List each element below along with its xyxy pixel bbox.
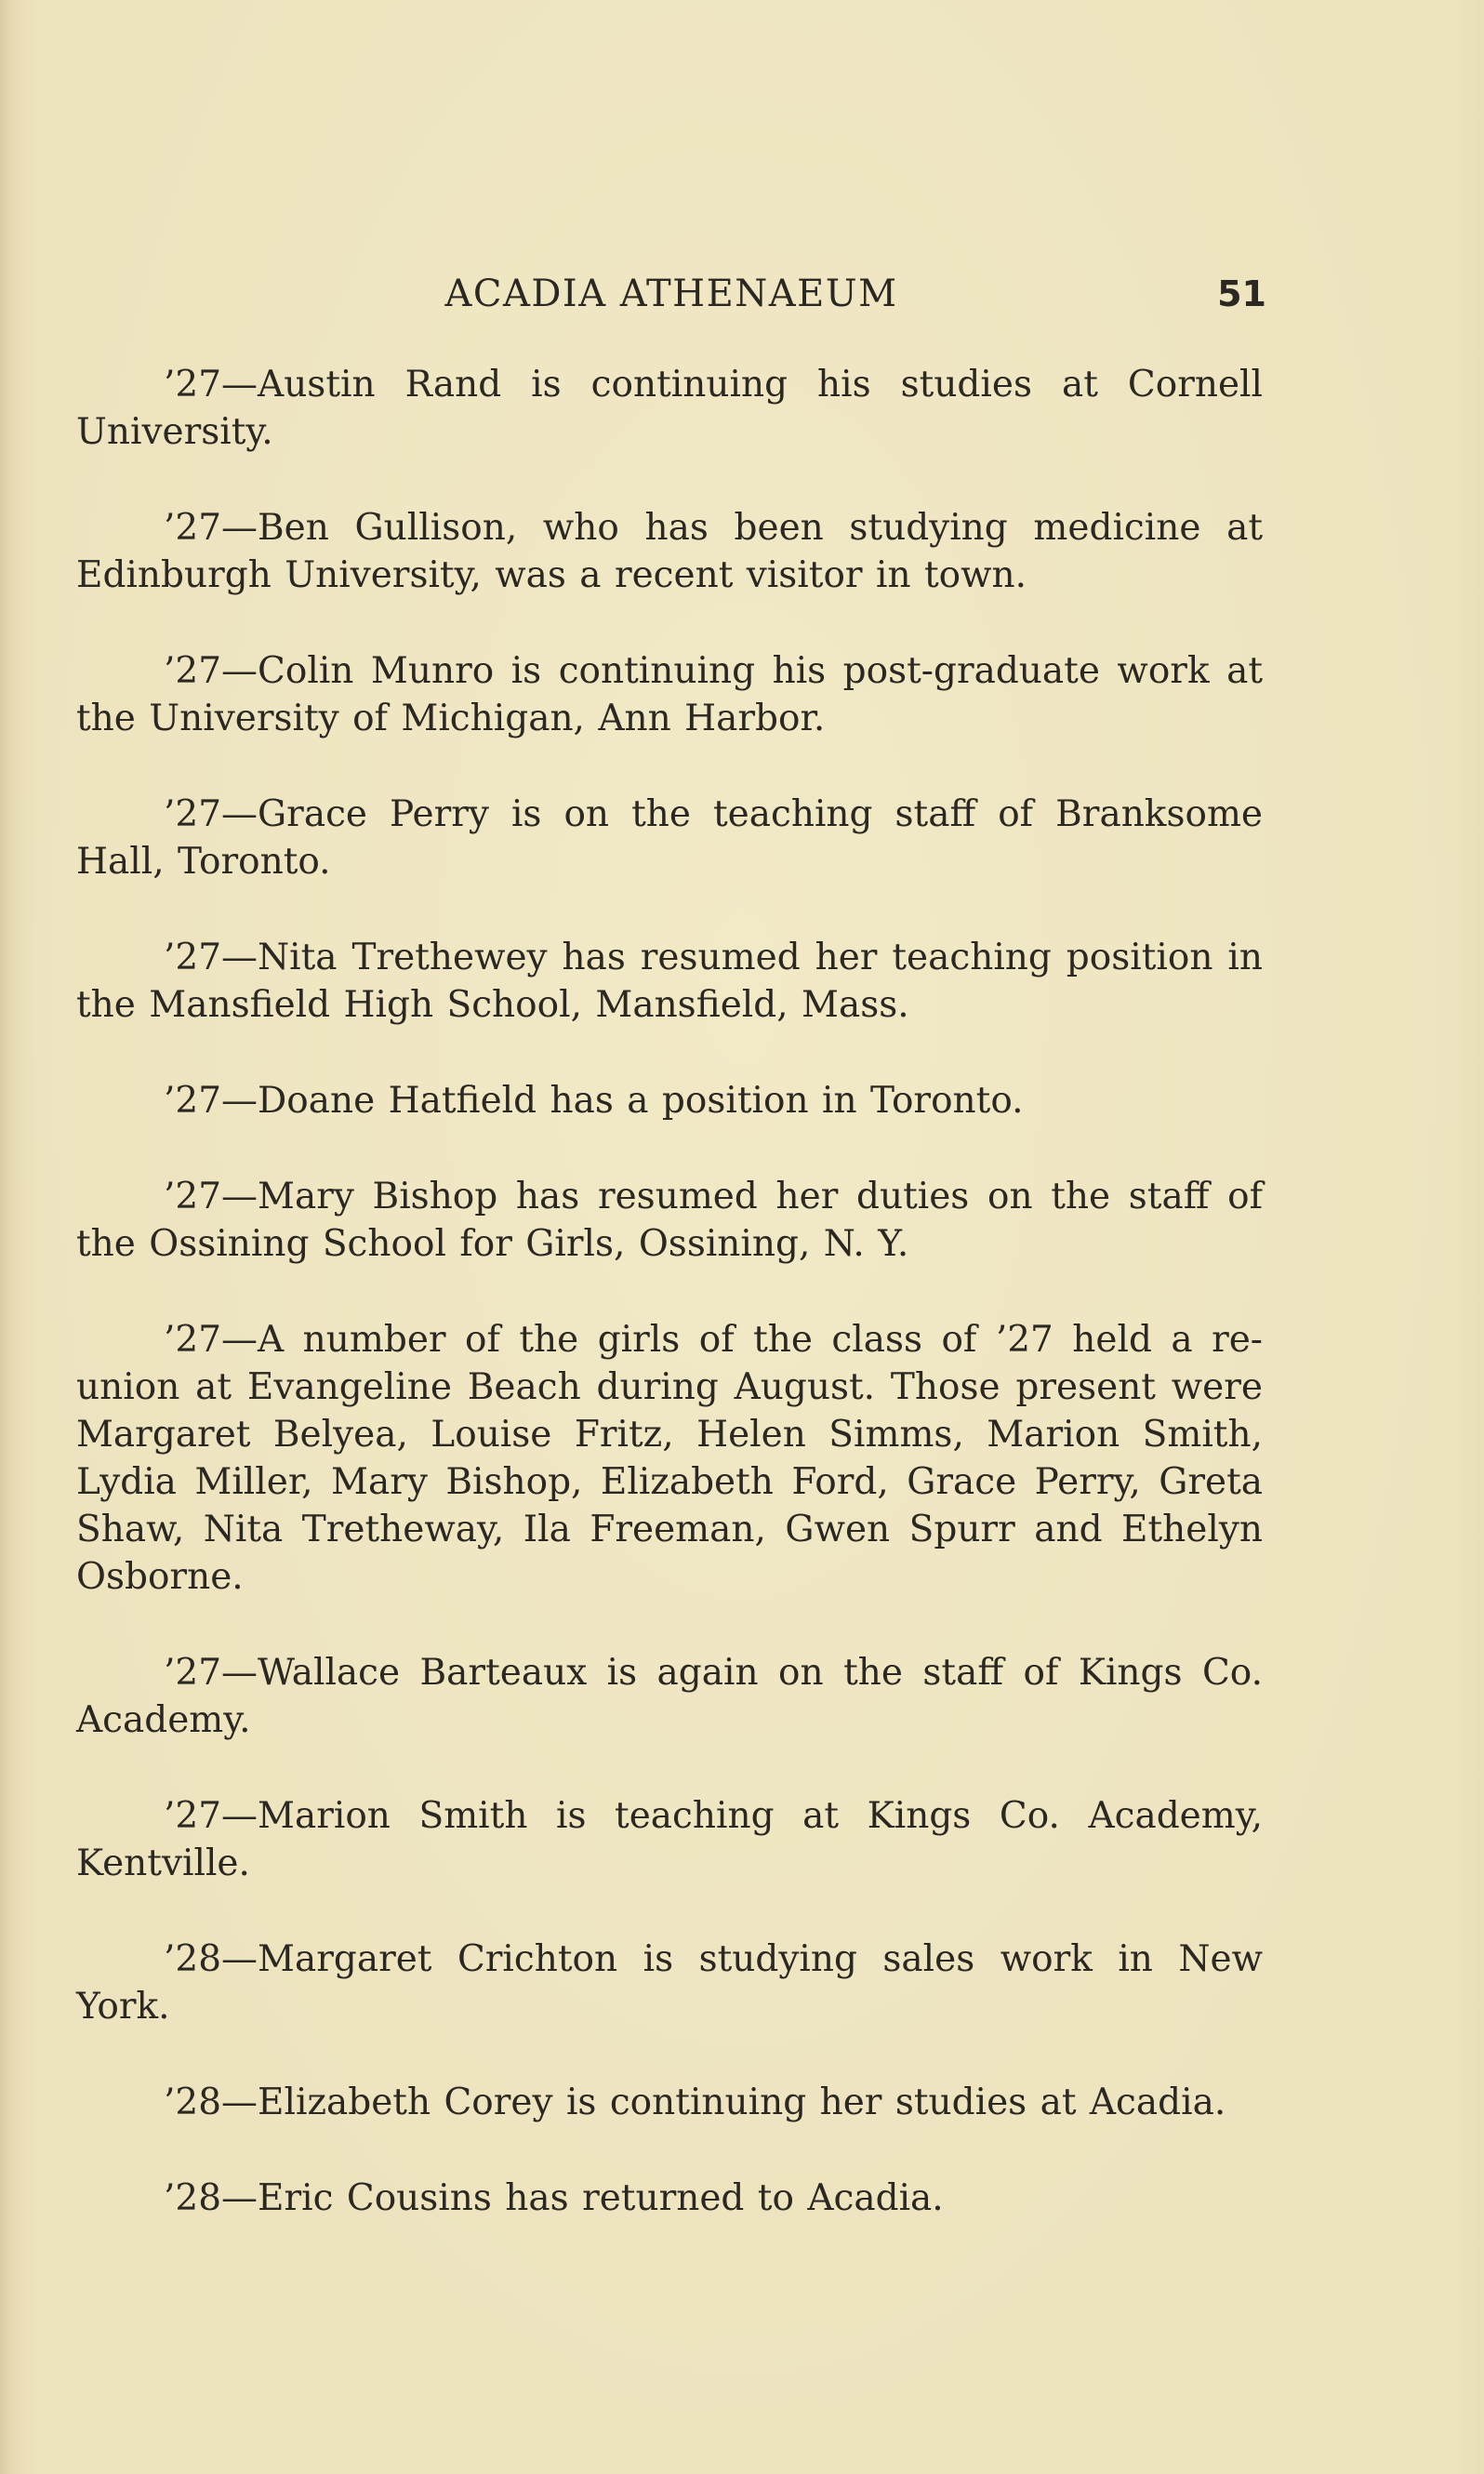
alumni-note: ’27—Ben Gullison, who has been studying medicine at Edinburgh University, was a recent visitor in town. [76, 507, 1263, 596]
alumni-note: ’27—Austin Rand is continuing his studies at Cornell University. [76, 364, 1263, 453]
alumni-note: ’28—Margaret Crichton is studying sales work in New York. [76, 1938, 1263, 2028]
alumni-note: ’27—Nita Trethewey has resumed her teaching position in the Mansfield High School, Mansfield, Mass. [76, 937, 1263, 1026]
alumni-note: ’27—Colin Munro is continuing his post-graduate work at the University of Michigan, Ann Harbor. [76, 650, 1263, 739]
alumni-note: ’28—Elizabeth Corey is continuing her studies at Acadia. [164, 2082, 1226, 2123]
alumni-note: ’27—Marion Smith is teaching at Kings Co. Academy, Kentville. [76, 1795, 1263, 1884]
page-number: 51 [1217, 273, 1266, 314]
alumni-note: ’27—Mary Bishop has resumed her duties on the staff of the Ossining School for Girls, Ossining, N. Y. [76, 1176, 1263, 1265]
alumni-note: ’27—Doane Hatfield has a position in Toronto. [164, 1080, 1024, 1122]
running-header [76, 266, 1266, 322]
alumni-note: ’28—Eric Cousins has returned to Acadia. [164, 2177, 944, 2219]
alumni-note: ’27—Grace Perry is on the teaching staff of Branksome Hall, Toronto. [76, 793, 1263, 883]
alumni-notes [76, 361, 1263, 2222]
alumni-note: ’27—Wallace Barteaux is again on the staff of Kings Co. Academy. [76, 1652, 1263, 1741]
alumni-note: ’27—A number of the girls of the class of ’27 held a re-union at Evangeline Beach during August. Those present were Margaret Belyea, Louise Fritz, Helen Simms, Marion Smith, Lydia Miller, Mary Bishop, Elizabeth Ford, Grace Perry, Greta Shaw, Nita Tretheway, Ila Freeman, Gwen Spurr and Ethelyn Osborne. [76, 1319, 1263, 1598]
publication-title: ACADIA ATHENAEUM [444, 273, 898, 315]
